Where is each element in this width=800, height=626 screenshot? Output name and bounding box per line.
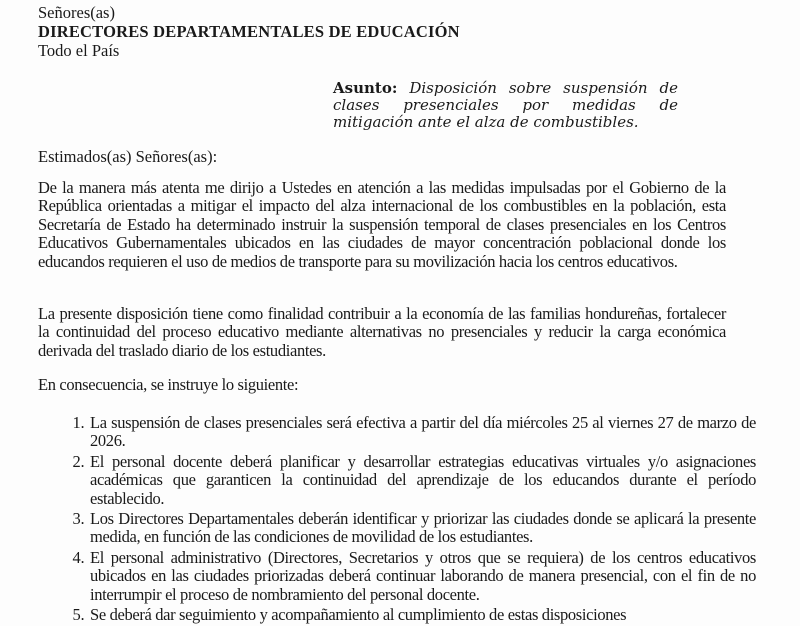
paragraph-purpose: La presente disposición tiene como finalidad contribuir a la economía de las familias hondureñas, fortalecer la continuidad del proceso educativo mediante alternativas no presenciales y reducir la carga económica derivada del traslado diario de los estudiantes. [38, 304, 726, 360]
instruction-item: 4. El personal administrativo (Directores, Secretarios y otros que se requiera) de los centros educativos ubicados en las ciudades priorizadas deberá continuar laborando de manera presencial, con el fin de no interrumpir el proceso de nombramiento del personal docente. [88, 549, 756, 604]
subject-block [333, 80, 678, 131]
addressee-title: DIRECTORES DEPARTAMENTALES DE EDUCACIÓN [38, 22, 460, 41]
addressee-block [38, 3, 460, 60]
instruction-item: 2. El personal docente deberá planificar y desarrollar estrategias educativas virtuales y/o asignaciones académicas que garanticen la continuidad del aprendizaje de los educandos durante el período establecido. [88, 453, 756, 508]
subject-text: Disposición sobre suspensión de clases presenciales por medidas de mitigación ante el alza de combustibles. [333, 79, 678, 131]
instruction-item: 3. Los Directores Departamentales deberán identificar y priorizar las ciudades donde se aplicará la presente medida, en función de las condiciones de movilidad de los estudiantes. [88, 510, 756, 547]
subject-label: Asunto: [333, 79, 398, 97]
paragraph-intro: De la manera más atenta me dirijo a Ustedes en atención a las medidas impulsadas por el Gobierno de la República orientadas a mitigar el impacto del alza internacional de los combustibles en la población, esta Secretaría de Estado ha determinado instruir la suspensión temporal de clases presenciales en los Centros Educativos Gubernamentales ubicados en las ciudades de mayor concentración poblacional donde los educandos requieren el uso de medios de transporte para su movilización hacia los centros educativos. [38, 178, 726, 271]
addressee-salutation: Señores(as) [38, 3, 115, 22]
paragraph-consequence: En consecuencia, se instruye lo siguiente: [38, 375, 299, 394]
greeting: Estimados(as) Señores(as): [38, 147, 218, 166]
instructions-list [58, 414, 756, 626]
addressee-scope: Todo el País [38, 41, 120, 60]
instruction-item: 5. Se deberá dar seguimiento y acompañamiento al cumplimiento de estas disposiciones [88, 606, 756, 624]
instruction-item: 1. La suspensión de clases presenciales será efectiva a partir del día miércoles 25 al viernes 27 de marzo de 2026. [88, 414, 756, 451]
